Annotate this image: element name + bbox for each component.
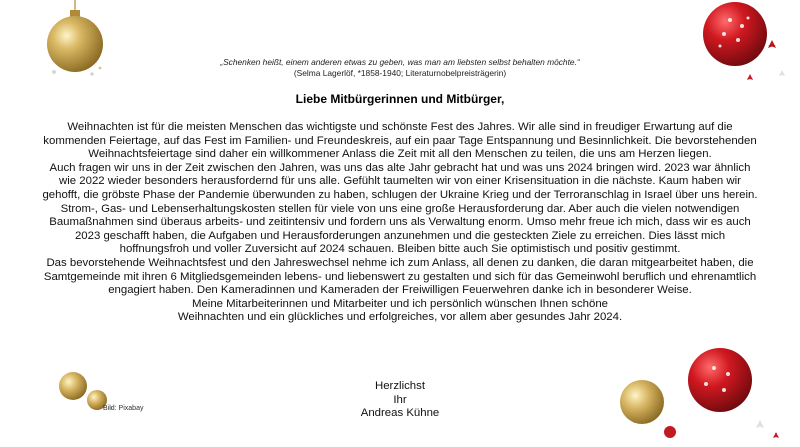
quote-attribution: (Selma Lagerlöf, *1858-1940; Literaturnobelpreisträgerin) — [293, 68, 507, 78]
greeting-heading: Liebe Mitbürgerinnen und Mitbürger, — [295, 92, 505, 106]
paragraph-1: Weihnachten ist für die meisten Menschen das wichtigste und schönste Fest des Jahres. Wir alle sind in freudiger Erwartung auf die kommenden Feiertage, auf das Fest im Familien- und Freundeskreis, auf ein paar Tage Entspannung und Besinnlichkeit. Die bevorstehenden Weihnachtsfeiertage sind daher ein willkommener Anlass die Zeit mit all den Menschen zu teilen, die uns am Herzen liegen. — [43, 121, 757, 161]
paragraph-3: Das bevorstehende Weihnachtsfest und den Jahreswechsel nehme ich zum Anlass, all denen zu danken, die daran mitgearbeitet haben, die Samtgemeinde mit ihren 6 Mitgliedsgemeinden lebens- und liebenswert zu gestalten und sich für das Gemeinwohl beruflich und ehrenamtlich engagiert haben. Den Kameradinnen und Kameraden der Freiwilligen Feuerwehren danke ich in besonderer Weise. — [43, 256, 757, 297]
image-credit: Bild: Pixabay — [103, 405, 144, 412]
signer-name: Andreas Kühne — [360, 407, 440, 420]
letter-body — [40, 121, 760, 325]
paragraph-4: Meine Mitarbeiterinnen und Mitarbeiter und ich persönlich wünschen Ihnen schöne — [191, 297, 608, 310]
quote-block — [0, 57, 800, 79]
paragraph-2: Auch fragen wir uns in der Zeit zwischen den Jahren, was uns das alte Jahr gebracht hat und was uns 2024 bringen wird. 2023 war ähnlich wie 2022 wieder besonders herausfordernd für uns alle. Gefühlt taumelten wir von einer Krisensituation in die nächste. Kaum haben wir gehofft, die gröbste Phase der Pandemie überwunden zu haben, schlugen der Ukraine Krieg und der Terroranschlag in Israel über uns herein. Strom-, Gas- und Lebenserhaltungskosten stellen für viele von uns eine große Herausforderung dar. Aber auch die vielen notwendigen Baumaßnahmen sind überaus arbeits- und zeitintensiv und fordern uns als Verwaltung enorm. Umso mehr freue ich mich, dass wir es auch 2023 geschafft haben, die Aufgaben und Herausforderungen anzunehmen und die gesteckten Ziele zu erreichen. Dies lässt mich hoffnungsfroh und voller Zuversicht auf 2024 schauen. Bleiben bitte auch Sie optimistisch und positiv gestimmt. — [42, 161, 758, 256]
pronoun: Ihr — [393, 393, 407, 406]
closing: Herzlichst — [374, 380, 425, 392]
quote-text: „Schenken heißt, einem anderen etwas zu geben, was man am liebsten selbst behalten möchte.“ — [220, 57, 580, 67]
paragraph-5: Weihnachten und ein glückliches und erfolgreiches, vor allem aber gesundes Jahr 2024. — [177, 311, 623, 324]
signature-block — [0, 380, 800, 421]
